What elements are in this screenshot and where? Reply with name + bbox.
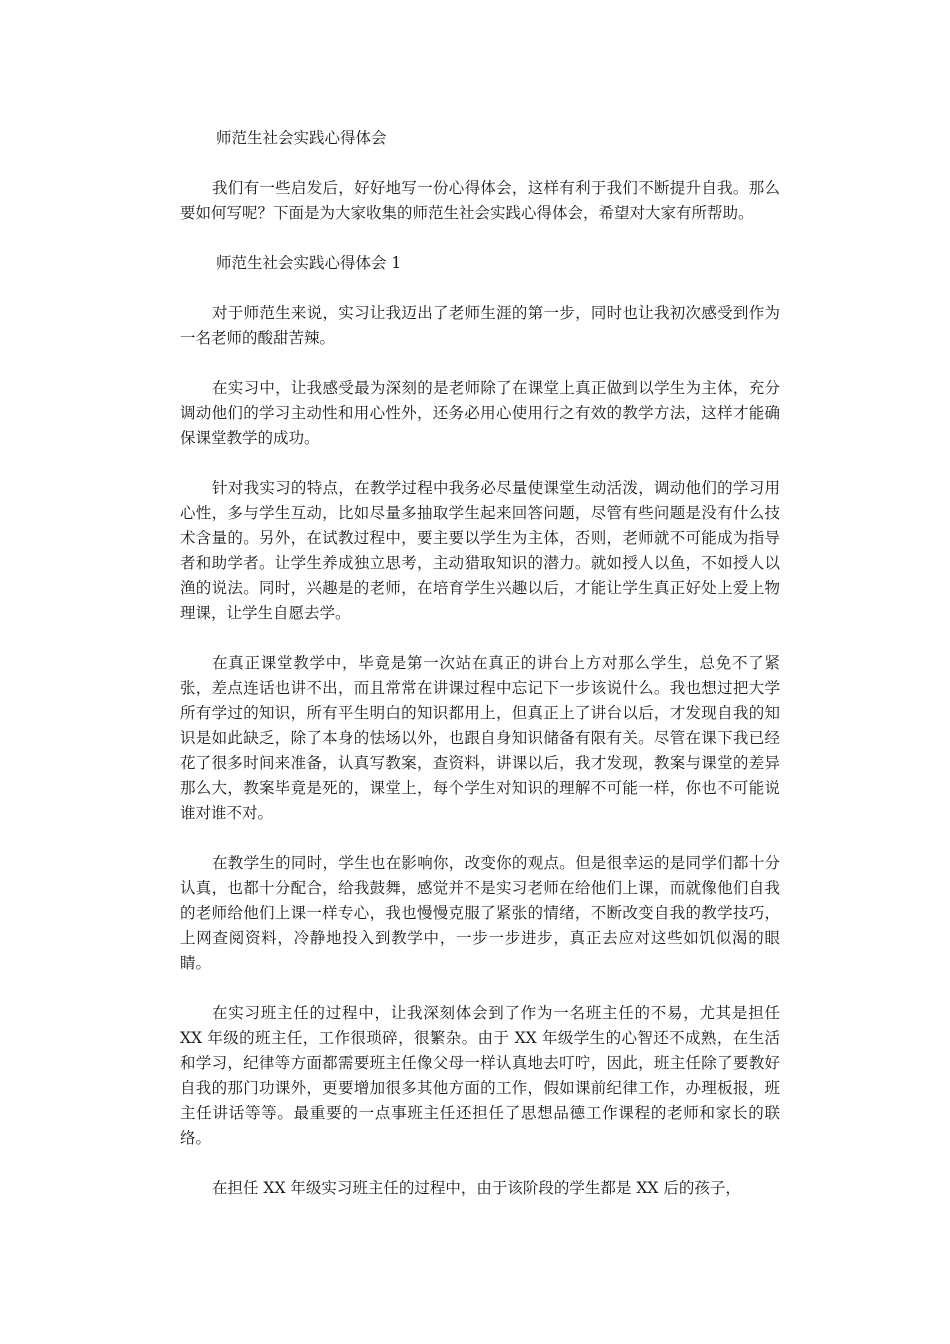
- body-paragraph-5: 在教学生的同时，学生也在影响你，改变你的观点。但是很幸运的是同学们都十分认真，也都十分配合，给我鼓舞，感觉并不是实习老师在给他们上课，而就像他们自我的老师给他们上课一样专心，我也慢慢克服了紧张的情绪，不断改变自我的教学技巧，上网查阅资料，冷静地投入到教学中，一步一步进步，真正去应对这些如饥似渴的眼睛。: [180, 854, 780, 972]
- body-paragraph-2: 在实习中，让我感受最为深刻的是老师除了在课堂上真正做到以学生为主体，充分调动他们的学习主动性和用心性外，还务必用心使用行之有效的教学方法，这样才能确保课堂教学的成功。: [180, 379, 780, 447]
- body-paragraph-1: 对于师范生来说，实习让我迈出了老师生涯的第一步，同时也让我初次感受到作为一名老师的酸甜苦辣。: [180, 304, 780, 347]
- section-title: 师范生社会实践心得体会 1: [216, 254, 402, 272]
- body-paragraph-3: 针对我实习的特点，在教学过程中我务必尽量使课堂生动活泼，调动他们的学习用心性，多与学生互动，比如尽量多抽取学生起来回答问题，尽管有些问题是没有什么技术含量的。另外，在试教过程中，要主要以学生为主体，否则，老师就不可能成为指导者和助学者。让学生养成独立思考，主动猎取知识的潜力。就如授人以鱼，不如授人以渔的说法。同时，兴趣是的老师，在培育学生兴趣以后，才能让学生真正好处上爱上物理课，让学生自愿去学。: [180, 479, 780, 622]
- document-title: 师范生社会实践心得体会: [216, 129, 387, 147]
- body-paragraph-4: 在真正课堂教学中，毕竟是第一次站在真正的讲台上方对那么学生，总免不了紧张，差点连话也讲不出，而且常常在讲课过程中忘记下一步该说什么。我也想过把大学所有学过的知识，所有平生明白的知识都用上，但真正上了讲台以后，才发现自我的知识是如此缺乏，除了本身的怯场以外，也跟自身知识储备有限有关。尽管在课下我已经花了很多时间来准备，认真写教案，查资料，讲课以后，我才发现，教案与课堂的差异那么大，教案毕竟是死的，课堂上，每个学生对知识的理解不可能一样，你也不可能说谁对谁不对。: [180, 654, 780, 822]
- body-paragraph-6: 在实习班主任的过程中，让我深刻体会到了作为一名班主任的不易，尤其是担任 XX 年级的班主任，工作很琐碎，很繁杂。由于 XX 年级学生的心智还不成熟，在生活和学习，纪律等方面都需要班主任像父母一样认真地去叮咛，因此，班主任除了要教好自我的那门功课外，更要增加很多其他方面的工作，假如课前纪律工作，办理板报，班主任讲话等等。最重要的一点事班主任还担任了思想品德工作课程的老师和家长的联络。: [180, 1004, 780, 1147]
- document-body: [180, 126, 780, 1201]
- intro-paragraph: 我们有一些启发后，好好地写一份心得体会，这样有利于我们不断提升自我。那么要如何写呢？下面是为大家收集的师范生社会实践心得体会，希望对大家有所帮助。: [180, 179, 780, 222]
- body-paragraph-7: 在担任 XX 年级实习班主任的过程中，由于该阶段的学生都是 XX 后的孩子，: [212, 1179, 741, 1197]
